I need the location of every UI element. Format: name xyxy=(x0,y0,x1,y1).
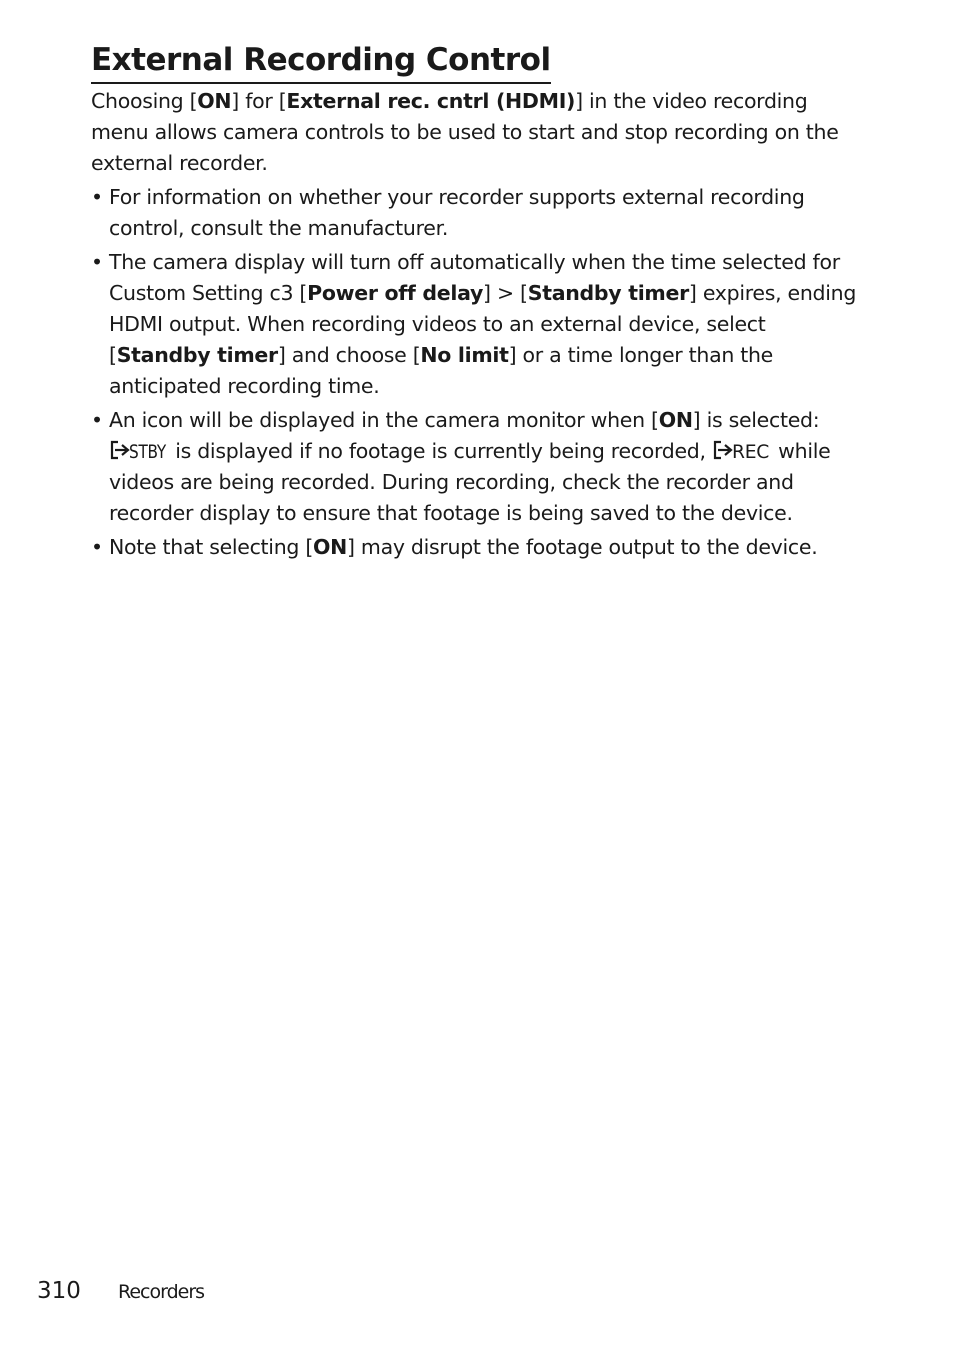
bullet-item xyxy=(91,405,863,529)
text-run: ] in the video recording menu allows camera controls to be used to start and stop recording on the external recorder. xyxy=(91,89,839,175)
external-standby-icon xyxy=(109,439,169,461)
bold-term: ON xyxy=(197,89,232,113)
bold-term: Power off delay xyxy=(307,281,484,305)
intro-paragraph xyxy=(91,86,863,179)
text-run: while videos are being recorded. During recording, check the recorder and recorder display to ensure that footage is being saved to the device. xyxy=(109,439,831,525)
bullet-item xyxy=(91,247,863,402)
text-run: ] and choose [ xyxy=(277,343,421,367)
text-run: is displayed if no footage is currently being recorded, xyxy=(169,439,712,463)
bold-term: ON xyxy=(658,408,693,432)
text-run: ] is selected: xyxy=(692,408,820,432)
bullet-item xyxy=(91,532,863,563)
page-number: 310 xyxy=(37,1278,81,1304)
text-run: The camera display will turn off automatically when the time selected for Custom Setting c3 [ xyxy=(109,250,840,305)
bullet-list xyxy=(91,182,863,563)
text-run: ] for [ xyxy=(231,89,287,113)
text-run: Choosing [ xyxy=(91,89,198,113)
body-content xyxy=(91,86,863,566)
text-run: ] > [ xyxy=(483,281,528,305)
bold-term: ON xyxy=(313,535,347,559)
text-run: An icon will be displayed in the camera monitor when [ xyxy=(109,408,659,432)
bullet-item xyxy=(91,182,863,244)
bold-term: Standby timer xyxy=(116,343,278,367)
external-standby-icon-label: STBY xyxy=(129,441,167,463)
external-recording-icon-label: REC xyxy=(731,441,769,463)
bold-term: Standby timer xyxy=(527,281,689,305)
section-name: Recorders xyxy=(118,1281,205,1303)
text-run: ] expires, ending HDMI output. When recording videos to an external device, select [ xyxy=(109,281,857,367)
text-run: For information on whether your recorder supports external recording control, consult the manufacturer. xyxy=(109,185,805,240)
text-run: ] or a time longer than the anticipated recording time. xyxy=(109,343,773,398)
text-run: Note that selecting [ xyxy=(109,535,314,559)
bold-term: External rec. cntrl (HDMI) xyxy=(286,89,576,113)
bold-term: No limit xyxy=(420,343,509,367)
text-run: ] may disrupt the footage output to the device. xyxy=(347,535,818,559)
external-recording-icon xyxy=(712,439,772,461)
page-title: External Recording Control xyxy=(91,38,551,84)
